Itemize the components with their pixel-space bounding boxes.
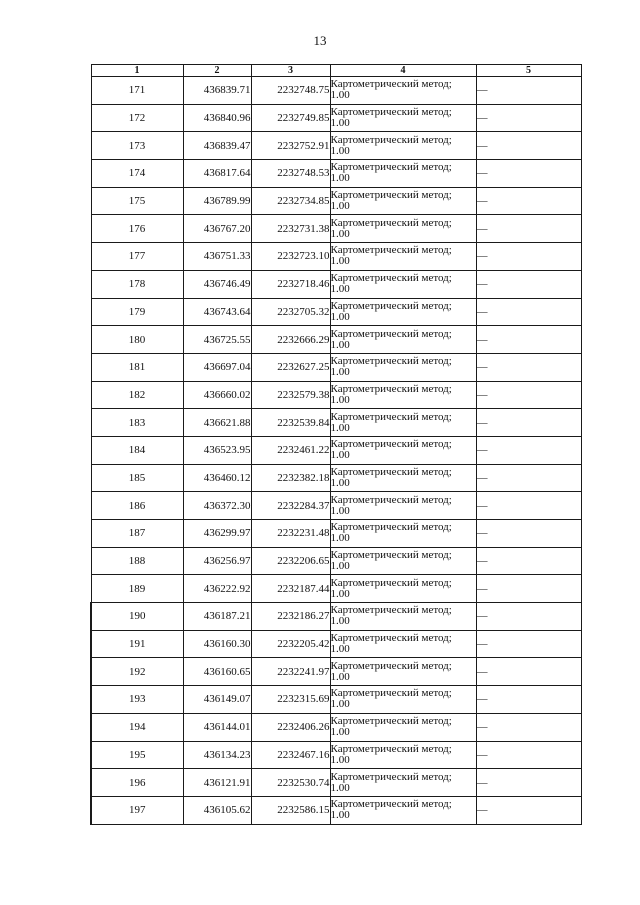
- method-cell: [330, 436, 476, 464]
- point-number-cell: 173: [91, 132, 183, 160]
- note-cell: —: [476, 160, 581, 188]
- method-text: Картометрический метод;: [330, 272, 452, 285]
- accuracy-value: 1.00: [330, 144, 350, 157]
- note-cell: —: [476, 630, 581, 658]
- x-coordinate-cell: 436789.99: [183, 187, 251, 215]
- note-cell: —: [476, 769, 581, 797]
- method-cell: [330, 353, 476, 381]
- note-cell: —: [476, 77, 581, 105]
- method-cell: [330, 381, 476, 409]
- note-cell: —: [476, 243, 581, 271]
- y-coordinate-cell: 2232530.74: [251, 769, 330, 797]
- accuracy-value: 1.00: [330, 117, 350, 130]
- accuracy-value: 1.00: [330, 393, 350, 406]
- note-cell: —: [476, 603, 581, 631]
- note-cell: —: [476, 741, 581, 769]
- x-coordinate-cell: 436751.33: [183, 243, 251, 271]
- note-cell: —: [476, 326, 581, 354]
- y-coordinate-cell: 2232241.97: [251, 658, 330, 686]
- note-cell: —: [476, 298, 581, 326]
- method-cell: [330, 769, 476, 797]
- method-cell: [330, 298, 476, 326]
- method-cell: [330, 132, 476, 160]
- table-row: [91, 104, 581, 132]
- method-text: Картометрический метод;: [330, 355, 452, 368]
- accuracy-value: 1.00: [330, 366, 350, 379]
- accuracy-value: 1.00: [330, 643, 350, 656]
- method-cell: [330, 575, 476, 603]
- table-row: [91, 492, 581, 520]
- accuracy-value: 1.00: [330, 809, 350, 822]
- y-coordinate-cell: 2232748.53: [251, 160, 330, 188]
- table-row: [91, 630, 581, 658]
- note-cell: —: [476, 575, 581, 603]
- method-cell: [330, 741, 476, 769]
- note-cell: —: [476, 409, 581, 437]
- accuracy-value: 1.00: [330, 89, 350, 102]
- table-row: [91, 270, 581, 298]
- method-text: Картометрический метод;: [330, 742, 452, 755]
- method-text: Картометрический метод;: [330, 327, 452, 340]
- point-number-cell: 178: [91, 270, 183, 298]
- method-text: Картометрический метод;: [330, 576, 452, 589]
- method-cell: [330, 686, 476, 714]
- table-row: [91, 243, 581, 271]
- y-coordinate-cell: 2232205.42: [251, 630, 330, 658]
- x-coordinate-cell: 436134.23: [183, 741, 251, 769]
- table-header: [91, 65, 581, 77]
- method-text: Картометрический метод;: [330, 659, 452, 672]
- table-row: [91, 769, 581, 797]
- table-row: [91, 796, 581, 824]
- header-col-2: 2: [183, 65, 251, 77]
- point-number-cell: 184: [91, 436, 183, 464]
- point-number-cell: 180: [91, 326, 183, 354]
- y-coordinate-cell: 2232382.18: [251, 464, 330, 492]
- y-coordinate-cell: 2232579.38: [251, 381, 330, 409]
- point-number-cell: 174: [91, 160, 183, 188]
- note-cell: —: [476, 492, 581, 520]
- y-coordinate-cell: 2232406.26: [251, 713, 330, 741]
- method-text: Картометрический метод;: [330, 189, 452, 202]
- note-cell: —: [476, 270, 581, 298]
- note-cell: —: [476, 796, 581, 824]
- x-coordinate-cell: 436144.01: [183, 713, 251, 741]
- point-number-cell: 185: [91, 464, 183, 492]
- x-coordinate-cell: 436149.07: [183, 686, 251, 714]
- method-cell: [330, 658, 476, 686]
- point-number-cell: 176: [91, 215, 183, 243]
- method-cell: [330, 104, 476, 132]
- x-coordinate-cell: 436222.92: [183, 575, 251, 603]
- note-cell: —: [476, 381, 581, 409]
- accuracy-value: 1.00: [330, 670, 350, 683]
- method-text: Картометрический метод;: [330, 438, 452, 451]
- x-coordinate-cell: 436839.47: [183, 132, 251, 160]
- method-cell: [330, 547, 476, 575]
- point-number-cell: 186: [91, 492, 183, 520]
- accuracy-value: 1.00: [330, 560, 350, 573]
- method-cell: [330, 215, 476, 243]
- header-row: [91, 65, 581, 77]
- table-row: [91, 464, 581, 492]
- table-row: [91, 77, 581, 105]
- accuracy-value: 1.00: [330, 227, 350, 240]
- accuracy-value: 1.00: [330, 504, 350, 517]
- x-coordinate-cell: 436767.20: [183, 215, 251, 243]
- point-number-cell: 194: [91, 713, 183, 741]
- table-row: [91, 547, 581, 575]
- x-coordinate-cell: 436621.88: [183, 409, 251, 437]
- table-row: [91, 132, 581, 160]
- x-coordinate-cell: 436160.65: [183, 658, 251, 686]
- note-cell: —: [476, 713, 581, 741]
- table-row: [91, 520, 581, 548]
- x-coordinate-cell: 436746.49: [183, 270, 251, 298]
- table-row: [91, 353, 581, 381]
- note-cell: —: [476, 353, 581, 381]
- note-cell: —: [476, 658, 581, 686]
- method-cell: [330, 270, 476, 298]
- point-number-cell: 195: [91, 741, 183, 769]
- point-number-cell: 182: [91, 381, 183, 409]
- x-coordinate-cell: 436299.97: [183, 520, 251, 548]
- method-text: Картометрический метод;: [330, 715, 452, 728]
- method-text: Картометрический метод;: [330, 410, 452, 423]
- method-text: Картометрический метод;: [330, 687, 452, 700]
- header-col-4: 4: [330, 65, 476, 77]
- accuracy-value: 1.00: [330, 781, 350, 794]
- page-number: 13: [313, 33, 327, 48]
- table-row: [91, 603, 581, 631]
- table-row: [91, 381, 581, 409]
- point-number-cell: 187: [91, 520, 183, 548]
- y-coordinate-cell: 2232284.37: [251, 492, 330, 520]
- table-row: [91, 160, 581, 188]
- method-text: Картометрический метод;: [330, 604, 452, 617]
- y-coordinate-cell: 2232461.22: [251, 436, 330, 464]
- y-coordinate-cell: 2232666.29: [251, 326, 330, 354]
- table-row: [91, 215, 581, 243]
- accuracy-value: 1.00: [330, 200, 350, 213]
- method-text: Картометрический метод;: [330, 133, 452, 146]
- y-coordinate-cell: 2232539.84: [251, 409, 330, 437]
- table-row: [91, 187, 581, 215]
- note-cell: —: [476, 104, 581, 132]
- accuracy-value: 1.00: [330, 421, 350, 434]
- table-row: [91, 658, 581, 686]
- method-cell: [330, 409, 476, 437]
- x-coordinate-cell: 436460.12: [183, 464, 251, 492]
- method-text: Картометрический метод;: [330, 216, 452, 229]
- accuracy-value: 1.00: [330, 172, 350, 185]
- accuracy-value: 1.00: [330, 283, 350, 296]
- point-number-cell: 177: [91, 243, 183, 271]
- point-number-cell: 189: [91, 575, 183, 603]
- x-coordinate-cell: 436187.21: [183, 603, 251, 631]
- y-coordinate-cell: 2232186.27: [251, 603, 330, 631]
- y-coordinate-cell: 2232315.69: [251, 686, 330, 714]
- point-number-cell: 191: [91, 630, 183, 658]
- method-text: Картометрический метод;: [330, 798, 452, 811]
- x-coordinate-cell: 436817.64: [183, 160, 251, 188]
- x-coordinate-cell: 436840.96: [183, 104, 251, 132]
- y-coordinate-cell: 2232749.85: [251, 104, 330, 132]
- method-cell: [330, 464, 476, 492]
- x-coordinate-cell: 436660.02: [183, 381, 251, 409]
- method-text: Картометрический метод;: [330, 549, 452, 562]
- y-coordinate-cell: 2232231.48: [251, 520, 330, 548]
- y-coordinate-cell: 2232748.75: [251, 77, 330, 105]
- accuracy-value: 1.00: [330, 753, 350, 766]
- x-coordinate-cell: 436105.62: [183, 796, 251, 824]
- y-coordinate-cell: 2232718.46: [251, 270, 330, 298]
- x-coordinate-cell: 436697.04: [183, 353, 251, 381]
- table-row: [91, 326, 581, 354]
- table-row: [91, 298, 581, 326]
- method-text: Картометрический метод;: [330, 106, 452, 119]
- point-number-cell: 171: [91, 77, 183, 105]
- note-cell: —: [476, 464, 581, 492]
- point-number-cell: 190: [91, 603, 183, 631]
- point-number-cell: 197: [91, 796, 183, 824]
- point-number-cell: 188: [91, 547, 183, 575]
- accuracy-value: 1.00: [330, 587, 350, 600]
- x-coordinate-cell: 436743.64: [183, 298, 251, 326]
- method-cell: [330, 520, 476, 548]
- y-coordinate-cell: 2232705.32: [251, 298, 330, 326]
- note-cell: —: [476, 436, 581, 464]
- accuracy-value: 1.00: [330, 532, 350, 545]
- method-text: Картометрический метод;: [330, 299, 452, 312]
- header-col-1: 1: [91, 65, 183, 77]
- table-row: [91, 409, 581, 437]
- note-cell: —: [476, 215, 581, 243]
- y-coordinate-cell: 2232752.91: [251, 132, 330, 160]
- method-text: Картометрический метод;: [330, 493, 452, 506]
- accuracy-value: 1.00: [330, 726, 350, 739]
- table-row: [91, 436, 581, 464]
- accuracy-value: 1.00: [330, 310, 350, 323]
- point-number-cell: 172: [91, 104, 183, 132]
- table-row: [91, 686, 581, 714]
- y-coordinate-cell: 2232734.85: [251, 187, 330, 215]
- coordinates-table: [90, 64, 582, 825]
- method-cell: [330, 603, 476, 631]
- table-row: [91, 741, 581, 769]
- note-cell: —: [476, 520, 581, 548]
- method-text: Картометрический метод;: [330, 382, 452, 395]
- accuracy-value: 1.00: [330, 476, 350, 489]
- y-coordinate-cell: 2232187.44: [251, 575, 330, 603]
- method-cell: [330, 187, 476, 215]
- note-cell: —: [476, 686, 581, 714]
- point-number-cell: 196: [91, 769, 183, 797]
- point-number-cell: 193: [91, 686, 183, 714]
- x-coordinate-cell: 436725.55: [183, 326, 251, 354]
- method-text: Картометрический метод;: [330, 78, 452, 91]
- note-cell: —: [476, 187, 581, 215]
- y-coordinate-cell: 2232206.65: [251, 547, 330, 575]
- x-coordinate-cell: 436839.71: [183, 77, 251, 105]
- x-coordinate-cell: 436523.95: [183, 436, 251, 464]
- y-coordinate-cell: 2232627.25: [251, 353, 330, 381]
- table-row: [91, 575, 581, 603]
- method-cell: [330, 243, 476, 271]
- note-cell: —: [476, 547, 581, 575]
- method-cell: [330, 492, 476, 520]
- x-coordinate-cell: 436160.30: [183, 630, 251, 658]
- point-number-cell: 192: [91, 658, 183, 686]
- header-col-5: 5: [476, 65, 581, 77]
- accuracy-value: 1.00: [330, 338, 350, 351]
- point-number-cell: 181: [91, 353, 183, 381]
- accuracy-value: 1.00: [330, 698, 350, 711]
- y-coordinate-cell: 2232586.15: [251, 796, 330, 824]
- table-row: [91, 713, 581, 741]
- method-cell: [330, 630, 476, 658]
- method-cell: [330, 160, 476, 188]
- y-coordinate-cell: 2232723.10: [251, 243, 330, 271]
- accuracy-value: 1.00: [330, 255, 350, 268]
- method-text: Картометрический метод;: [330, 632, 452, 645]
- y-coordinate-cell: 2232731.38: [251, 215, 330, 243]
- point-number-cell: 175: [91, 187, 183, 215]
- accuracy-value: 1.00: [330, 615, 350, 628]
- method-cell: [330, 713, 476, 741]
- point-number-cell: 179: [91, 298, 183, 326]
- method-text: Картометрический метод;: [330, 244, 452, 257]
- method-text: Картометрический метод;: [330, 521, 452, 534]
- method-cell: [330, 326, 476, 354]
- table-body: [91, 77, 581, 825]
- point-number-cell: 183: [91, 409, 183, 437]
- method-text: Картометрический метод;: [330, 161, 452, 174]
- x-coordinate-cell: 436121.91: [183, 769, 251, 797]
- method-text: Картометрический метод;: [330, 770, 452, 783]
- x-coordinate-cell: 436256.97: [183, 547, 251, 575]
- header-col-3: 3: [251, 65, 330, 77]
- x-coordinate-cell: 436372.30: [183, 492, 251, 520]
- accuracy-value: 1.00: [330, 449, 350, 462]
- method-cell: [330, 77, 476, 105]
- y-coordinate-cell: 2232467.16: [251, 741, 330, 769]
- method-text: Картометрический метод;: [330, 465, 452, 478]
- note-cell: —: [476, 132, 581, 160]
- method-cell: [330, 796, 476, 824]
